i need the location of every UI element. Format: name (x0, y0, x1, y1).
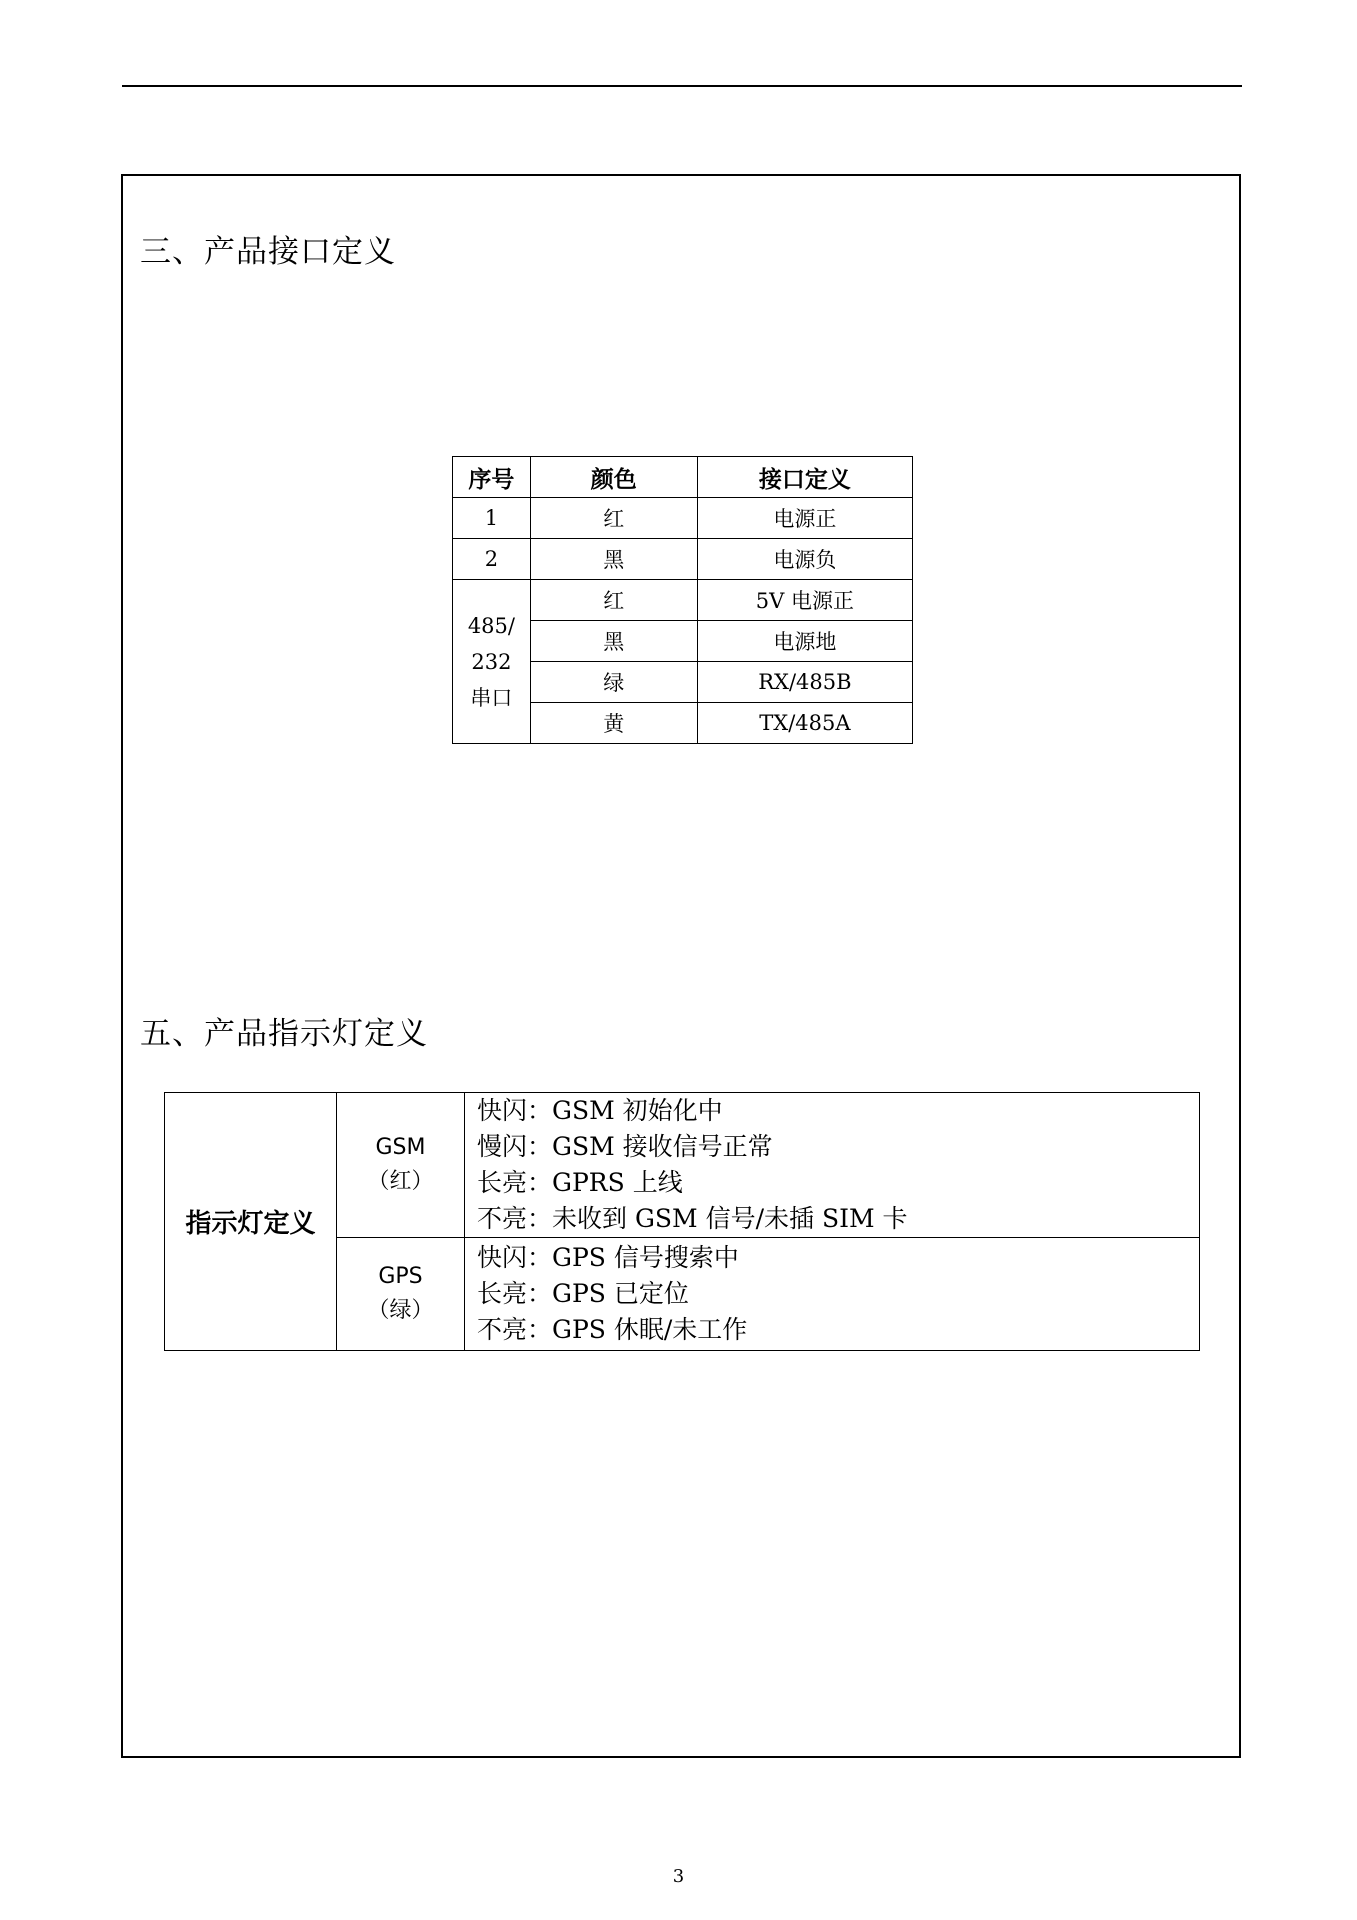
row-index: 1 (453, 498, 531, 539)
serial-label-line: 232 (471, 649, 512, 674)
indicator-table (164, 1092, 1200, 1351)
header-index: 序号 (453, 457, 531, 498)
row-definition: 5V 电源正 (697, 580, 912, 621)
indicator-header: 指示灯定义 (165, 1093, 337, 1351)
led-label-gsm: GSM (375, 1135, 426, 1160)
header-definition: 接口定义 (697, 457, 912, 498)
row-color: 红 (530, 580, 697, 621)
serial-label-line: 485/ (467, 613, 515, 638)
led-name-gsm (337, 1093, 465, 1238)
led-color-gsm: （红） (367, 1169, 434, 1194)
serial-label-line: 串口 (470, 685, 513, 710)
row-definition: TX/485A (697, 703, 912, 744)
table-row (453, 539, 913, 580)
page-number: 3 (672, 1866, 685, 1887)
row-definition: 电源负 (697, 539, 912, 580)
row-index: 2 (453, 539, 531, 580)
led-desc-gps (465, 1238, 1200, 1351)
led-desc-line: 不亮：GPS 休眠/未工作 (477, 1315, 748, 1344)
row-definition: RX/485B (697, 662, 912, 703)
table-row (453, 580, 913, 621)
section-title-indicator: 五、产品指示灯定义 (140, 1016, 428, 1052)
led-desc-line: 不亮：未收到 GSM 信号/未插 SIM 卡 (477, 1204, 908, 1233)
row-color: 黑 (530, 621, 697, 662)
header-rule (122, 85, 1242, 87)
row-color: 绿 (530, 662, 697, 703)
led-color-gps: （绿） (367, 1298, 434, 1323)
led-desc-gsm (465, 1093, 1200, 1238)
table-row (453, 498, 913, 539)
led-desc-line: 快闪：GSM 初始化中 (477, 1096, 723, 1125)
led-desc-line: 快闪：GPS 信号搜索中 (477, 1243, 739, 1272)
row-color: 黑 (530, 539, 697, 580)
table-header-row (453, 457, 913, 498)
row-definition: 电源地 (697, 621, 912, 662)
interface-table (452, 456, 913, 744)
led-name-gps (337, 1238, 465, 1351)
header-color: 颜色 (530, 457, 697, 498)
led-desc-line: 长亮：GPRS 上线 (477, 1168, 683, 1197)
row-color: 红 (530, 498, 697, 539)
led-label-gps: GPS (378, 1264, 423, 1289)
led-row-gsm (165, 1093, 1200, 1238)
led-desc-line: 长亮：GPS 已定位 (477, 1279, 689, 1308)
serial-port-label (453, 580, 531, 744)
row-color: 黄 (530, 703, 697, 744)
content-frame (121, 174, 1241, 1758)
row-definition: 电源正 (697, 498, 912, 539)
led-desc-line: 慢闪：GSM 接收信号正常 (477, 1132, 773, 1161)
section-title-interface: 三、产品接口定义 (140, 234, 396, 270)
